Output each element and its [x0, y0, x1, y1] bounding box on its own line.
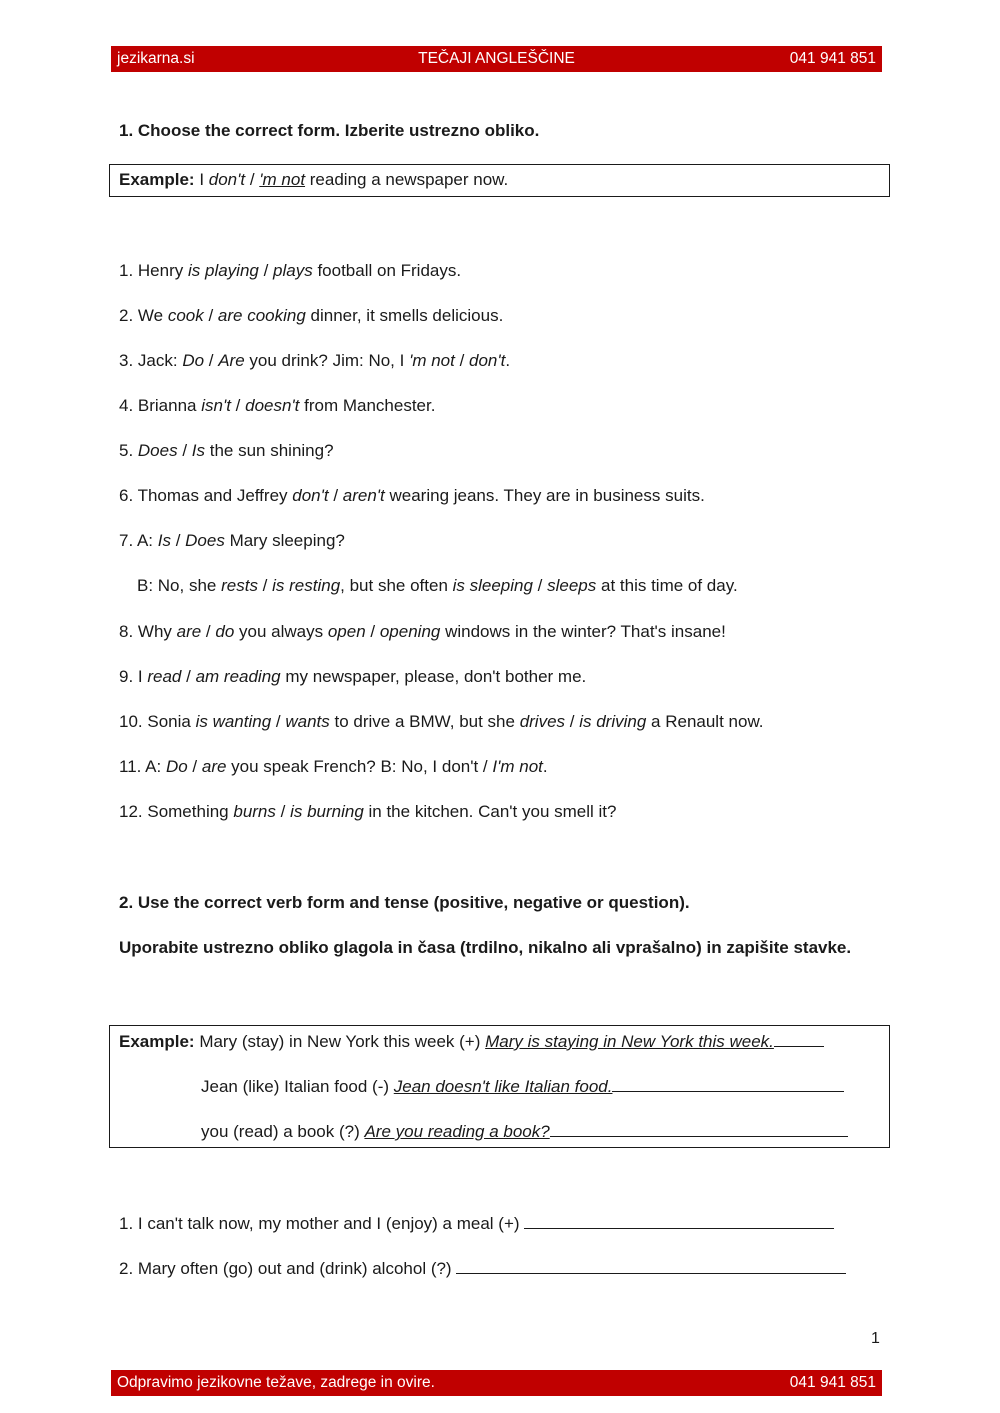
- choice-option[interactable]: wants: [285, 712, 330, 731]
- choice-option[interactable]: opening: [379, 622, 441, 641]
- choice-option[interactable]: rests: [221, 576, 258, 595]
- header-bar: [111, 46, 882, 72]
- example-answer-1: Mary is staying in New York this week.: [485, 1032, 774, 1051]
- exercise-item: 4. Brianna isn't / doesn't from Manchester.: [119, 396, 436, 415]
- choice-option[interactable]: am reading: [195, 667, 281, 686]
- choice-option[interactable]: drives: [519, 712, 566, 731]
- header-left: jezikarna.si: [117, 50, 195, 67]
- exercise-item: 5. Does / Is the sun shining?: [119, 441, 334, 460]
- section2-title-en: 2. Use the correct verb form and tense (positive, negative or question).: [119, 893, 690, 912]
- exercise-item: 6. Thomas and Jeffrey don't / aren't wearing jeans. They are in business suits.: [119, 486, 705, 505]
- choice-option[interactable]: is resting: [272, 576, 341, 595]
- section2-item-1: 1. I can't talk now, my mother and I (enjoy) a meal (+): [119, 1212, 834, 1235]
- choice-option[interactable]: don't: [469, 351, 506, 370]
- header-center: TEČAJI ANGLEŠČINE: [418, 50, 575, 67]
- example-option-2-answer: 'm not: [259, 170, 306, 189]
- choice-option[interactable]: is driving: [579, 712, 647, 731]
- footer-bar: [111, 1370, 882, 1396]
- choice-option[interactable]: Does: [185, 531, 225, 550]
- section2-item-2: 2. Mary often (go) out and (drink) alcohol (?): [119, 1257, 846, 1280]
- choice-option[interactable]: plays: [273, 261, 313, 280]
- choice-option[interactable]: is burning: [290, 802, 364, 821]
- example-answer-2: Jean doesn't like Italian food.: [393, 1077, 613, 1096]
- choice-option[interactable]: are: [176, 622, 202, 641]
- choice-option[interactable]: is sleeping: [452, 576, 533, 595]
- header-right: 041 941 851: [789, 50, 876, 67]
- footer-left: Odpravimo jezikovne težave, zadrege in ovire.: [117, 1374, 435, 1391]
- choice-option[interactable]: is wanting: [195, 712, 272, 731]
- choice-option[interactable]: isn't: [201, 396, 231, 415]
- section1-example: Example: I don't / 'm not reading a newspaper now.: [119, 170, 509, 189]
- section2-example-3: you (read) a book (?) Are you reading a book?: [201, 1120, 848, 1143]
- choice-option[interactable]: are: [201, 757, 227, 776]
- section1-example-box: [109, 164, 890, 197]
- answer-blank-2[interactable]: [456, 1257, 846, 1274]
- choice-option[interactable]: doesn't: [245, 396, 300, 415]
- example-label: Example:: [119, 170, 195, 189]
- exercise-item: 1. Henry is playing / plays football on Fridays.: [119, 261, 462, 280]
- choice-option[interactable]: are cooking: [217, 306, 306, 325]
- choice-option[interactable]: burns: [233, 802, 276, 821]
- answer-blank-1[interactable]: [524, 1212, 834, 1229]
- choice-option[interactable]: read: [147, 667, 182, 686]
- choice-option[interactable]: Is: [191, 441, 205, 460]
- exercise-item: 2. We cook / are cooking dinner, it smells delicious.: [119, 306, 504, 325]
- choice-option[interactable]: Does: [137, 441, 178, 460]
- exercise-item: B: No, she rests / is resting, but she often is sleeping / sleeps at this time of day.: [137, 576, 738, 595]
- choice-option[interactable]: cook: [167, 306, 204, 325]
- choice-option[interactable]: do: [215, 622, 235, 641]
- example-option-1: don't: [208, 170, 246, 189]
- exercise-item: 10. Sonia is wanting / wants to drive a BMW, but she drives / is driving a Renault now.: [119, 712, 764, 731]
- exercise-item: 11. A: Do / are you speak French? B: No, I don't / I'm not.: [119, 757, 548, 776]
- choice-option[interactable]: is playing: [187, 261, 259, 280]
- footer-right: 041 941 851: [789, 1374, 876, 1391]
- choice-option[interactable]: aren't: [342, 486, 385, 505]
- exercise-item: 8. Why are / do you always open / opening windows in the winter? That's insane!: [119, 622, 726, 641]
- section2-example-2: Jean (like) Italian food (-) Jean doesn't like Italian food.: [201, 1075, 844, 1098]
- exercise-item: 3. Jack: Do / Are you drink? Jim: No, I 'm not / don't.: [119, 351, 511, 370]
- section2-example-1: Example: Mary (stay) in New York this week (+) Mary is staying in New York this week.: [119, 1030, 824, 1053]
- section1-title: 1. Choose the correct form. Izberite ustrezno obliko.: [119, 121, 540, 140]
- choice-option[interactable]: I'm not: [492, 757, 543, 776]
- choice-option[interactable]: Is: [157, 531, 171, 550]
- choice-option[interactable]: 'm not: [409, 351, 455, 370]
- section2-example-box: [109, 1025, 890, 1148]
- choice-option[interactable]: open: [327, 622, 366, 641]
- exercise-item: 12. Something burns / is burning in the kitchen. Can't you smell it?: [119, 802, 617, 821]
- choice-option[interactable]: Are: [218, 351, 245, 370]
- section2-title-sl: Uporabite ustrezno obliko glagola in časa (trdilno, nikalno ali vprašalno) in zapišite stavke.: [119, 938, 852, 957]
- choice-option[interactable]: sleeps: [547, 576, 597, 595]
- choice-option[interactable]: Do: [165, 757, 188, 776]
- page-number: 1: [871, 1330, 880, 1347]
- exercise-item: 7. A: Is / Does Mary sleeping?: [119, 531, 345, 550]
- choice-option[interactable]: don't: [292, 486, 329, 505]
- choice-option[interactable]: Do: [182, 351, 205, 370]
- example-answer-3: Are you reading a book?: [364, 1122, 550, 1141]
- exercise-item: 9. I read / am reading my newspaper, please, don't bother me.: [119, 667, 587, 686]
